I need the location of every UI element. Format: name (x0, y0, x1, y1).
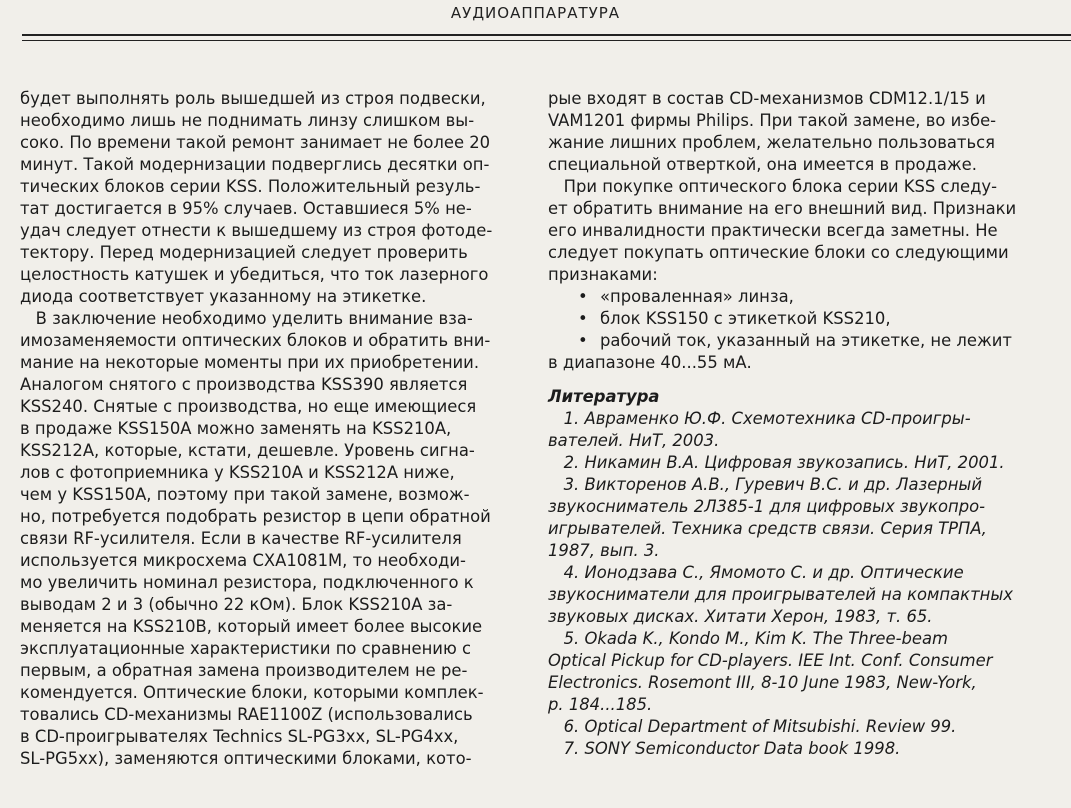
reference-line: 1. Авраменко Ю.Ф. Схемотехника CD-проигры- (548, 409, 971, 428)
bullet-icon: • (578, 287, 588, 306)
text-line: в продаже KSS150A можно заменять на KSS210A, (20, 419, 452, 438)
text-line: специальной отверткой, она имеется в продаже. (548, 155, 977, 174)
reference-line: 6. Optical Department of Mitsubishi. Review 99. (548, 717, 957, 736)
list-item-text: «проваленная» линза, (600, 287, 794, 306)
reference-line: 3. Викторенов А.В., Гуревич В.С. и др. Лазерный (548, 475, 982, 494)
header-rule (22, 34, 1071, 36)
left-column (20, 88, 520, 770)
text-line: Аналогом снятого с производства KSS390 является (20, 375, 468, 394)
right-column (548, 88, 1048, 760)
reference-line: вателей. НиТ, 2003. (548, 431, 720, 450)
reference-line: 5. Okada K., Kondo M., Kim K. The Three-beam (548, 629, 949, 648)
text-line: необходимо лишь не поднимать линзу слишком вы- (20, 111, 475, 130)
text-line: тат достигается в 95% случаев. Оставшиеся 5% не- (20, 199, 472, 218)
text-line: VAM1201 фирмы Philips. При такой замене, во избе- (548, 111, 997, 130)
list-item-text: блок KSS150 с этикеткой KSS210, (600, 309, 891, 328)
running-header: АУДИОАППАРАТУРА (450, 4, 621, 22)
text-line: минут. Такой модернизации подверглись десятки оп- (20, 155, 490, 174)
text-line: удач следует отнести к вышедшему из строя фотоде- (20, 221, 493, 240)
text-line: SL-PG5xx), заменяются оптическими блоками, кото- (20, 749, 472, 768)
reference-line: звукосниматель 2Л385-1 для цифровых звукопро- (548, 497, 986, 516)
text-line: жание лишних проблем, желательно пользоваться (548, 133, 995, 152)
text-line: лов с фотоприемника у KSS210A и KSS212A ниже, (20, 463, 455, 482)
text-line: признаками: (548, 265, 658, 284)
reference-line: 4. Ионодзава С., Ямомото С. и др. Оптические (548, 563, 964, 582)
text-line: В заключение необходимо уделить внимание вза- (20, 309, 473, 328)
header-rule-thin (22, 40, 1071, 41)
reference-line: 7. SONY Semiconductor Data book 1998. (548, 739, 901, 758)
text-line: выводам 2 и 3 (обычно 22 кОм). Блок KSS210A за- (20, 595, 453, 614)
text-line: мание на некоторые моменты при их приобретении. (20, 353, 480, 372)
text-line: товались CD-механизмы RAE1100Z (использовались (20, 705, 473, 724)
text-line: При покупке оптического блока серии KSS следу- (548, 177, 998, 196)
text-line: KSS240. Снятые с производства, но еще имеющиеся (20, 397, 477, 416)
text-line: соко. По времени такой ремонт занимает не более 20 (20, 133, 491, 152)
reference-line: p. 184...185. (548, 695, 653, 714)
text-line: его инвалидности практически всегда заметны. Не (548, 221, 998, 240)
list-item (548, 330, 1048, 352)
text-line: мо увеличить номинал резистора, подключенного к (20, 573, 474, 592)
text-line: чем у KSS150A, поэтому при такой замене, возмож- (20, 485, 470, 504)
text-line: в CD-проигрывателях Technics SL-PG3xx, SL-PG4xx, (20, 727, 459, 746)
reference-line: игрывателей. Техника средств связи. Серия ТРПА, (548, 519, 987, 538)
reference-line: Optical Pickup for CD-players. IEE Int. Conf. Consumer (548, 651, 993, 670)
text-line: связи RF-усилителя. Если в качестве RF-усилителя (20, 529, 462, 548)
text-line: тектору. Перед модернизацией следует проверить (20, 243, 468, 262)
text-line: имозаменяемости оптических блоков и обратить вни- (20, 331, 491, 350)
reference-line: 1987, вып. 3. (548, 541, 660, 560)
list-item-text: рабочий ток, указанный на этикетке, не лежит (600, 331, 1012, 350)
text-line: в диапазоне 40...55 мА. (548, 353, 752, 372)
list-item (548, 286, 1048, 308)
text-line: тических блоков серии KSS. Положительный резуль- (20, 177, 481, 196)
text-line: будет выполнять роль вышедшей из строя подвески, (20, 89, 486, 108)
text-line: используется микросхема CXA1081M, то необходи- (20, 551, 466, 570)
bullet-icon: • (578, 309, 588, 328)
bullet-icon: • (578, 331, 588, 350)
reference-line: звуковых дисках. Хитати Херон, 1983, т. 65. (548, 607, 933, 626)
text-line: рые входят в состав CD-механизмов CDM12.1/15 и (548, 89, 986, 108)
text-line: комендуется. Оптические блоки, которыми комплек- (20, 683, 484, 702)
text-line: следует покупать оптические блоки со следующими (548, 243, 1009, 262)
text-line: но, потребуется подобрать резистор в цепи обратной (20, 507, 491, 526)
reference-line: звукосниматели для проигрывателей на компактных (548, 585, 1013, 604)
text-line: меняется на KSS210B, который имеет более высокие (20, 617, 483, 636)
list-item (548, 308, 1048, 330)
reference-line: 2. Никамин В.А. Цифровая звукозапись. НиТ, 2001. (548, 453, 1005, 472)
text-line: ет обратить внимание на его внешний вид. Признаки (548, 199, 1017, 218)
text-line: эксплуатационные характеристики по сравнению с (20, 639, 471, 658)
literature-heading: Литература (548, 387, 660, 406)
text-line: целостность катушек и убедиться, что ток лазерного (20, 265, 489, 284)
text-line: диода соответствует указанному на этикетке. (20, 287, 427, 306)
reference-line: Electronics. Rosemont III, 8-10 June 1983, New-York, (548, 673, 977, 692)
text-line: первым, а обратная замена производителем не ре- (20, 661, 468, 680)
text-line: KSS212A, которые, кстати, дешевле. Уровень сигна- (20, 441, 475, 460)
